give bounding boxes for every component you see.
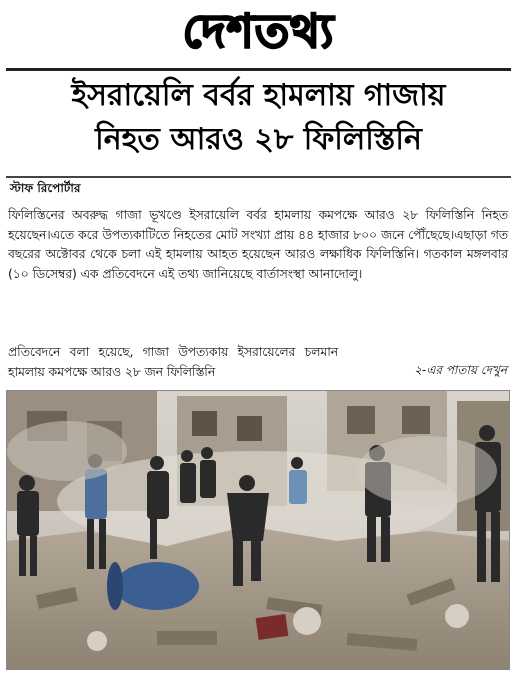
headline-line-1: ইসরায়েলি বর্বর হামলায় গাজায় <box>71 78 446 113</box>
article-paragraph-1: ফিলিস্তিনের অবরুদ্ধ গাজা ভূখণ্ডে ইসরায়েলি বর্বর হামলায় কমপক্ষে আরও ২৮ ফিলিস্তিনি নিহত হয়েছেন।এতে করে উপত্যকাটিতে নিহতের মোট সংখ্যা প্রায় ৪৪ হাজার ৮০০ জনে পৌঁছেছে।এছাড়া গত বছরের অক্টোবর থেকে চলা এই হামলায় আহত হয়েছেন আরও লক্ষাধিক ফিলিস্তিনি। গতকাল মঙ্গলবার (১০ ডিসেম্বর) এক প্রতিবেদনে এই তথ্য জানিয়েছে বার্তাসংস্থা আনাদোলু। <box>8 207 508 281</box>
rubble-scene-image <box>7 391 510 670</box>
news-photo <box>6 390 510 670</box>
continued-notice: ২-এর পাতায় দেখুন <box>414 363 507 377</box>
headline <box>6 74 511 162</box>
article-paragraph-2: প্রতিবেদনে বলা হয়েছে, গাজা উপত্যকায় ইসরায়েলের চলমান হামলায় কমপক্ষে আরও ২৮ জন ফিলিস্তিনি <box>8 344 338 379</box>
byline: স্টাফ রিপোর্টার <box>10 181 81 195</box>
newspaper-title: দেশতথ্য <box>182 4 335 58</box>
headline-line-2: নিহত আরও ২৮ ফিলিস্তিনি <box>95 122 422 157</box>
divider <box>6 68 511 71</box>
divider <box>6 176 511 178</box>
masthead <box>0 4 517 66</box>
